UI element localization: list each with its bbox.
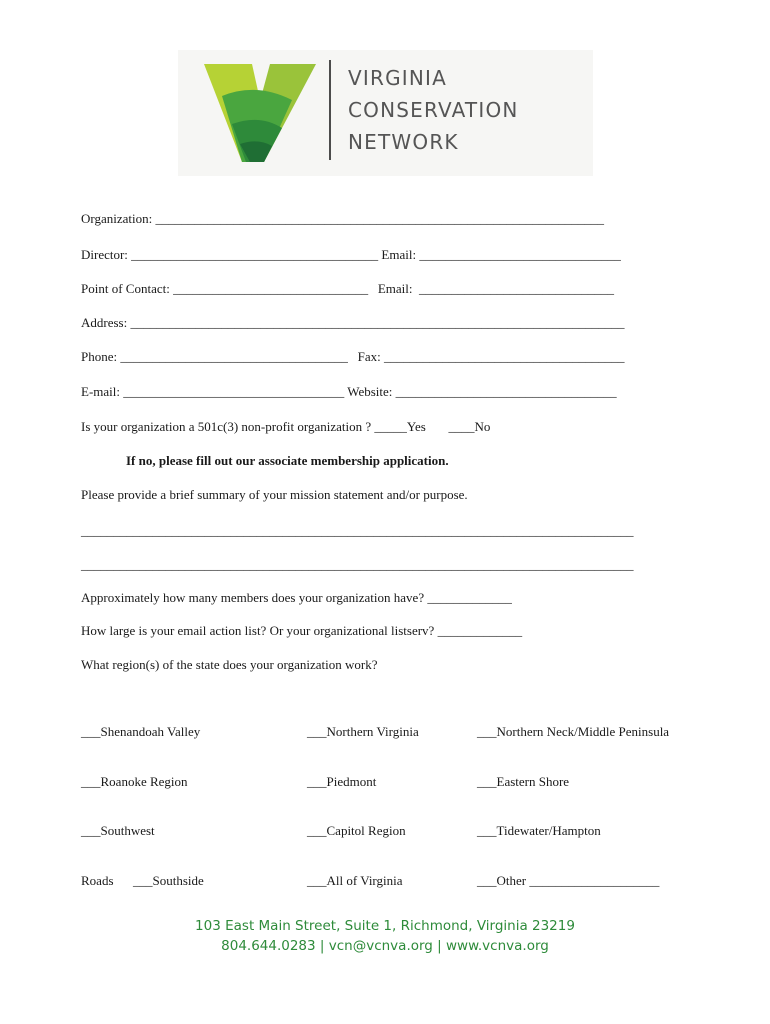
logo-wordmark — [348, 62, 519, 158]
email-website-field[interactable]: E-mail: __________________________________ Website: __________________________________ — [81, 384, 617, 399]
address-field[interactable]: Address: ____________________________________________________________________________ — [81, 315, 625, 330]
logo-line-virginia: VIRGINIA — [348, 66, 448, 90]
logo — [178, 50, 593, 176]
members-question[interactable]: Approximately how many members does your organization have? _____________ — [81, 590, 512, 605]
region-option[interactable]: ___Capitol Region — [307, 823, 406, 838]
region-option[interactable]: ___Northern Neck/Middle Peninsula — [477, 724, 670, 739]
regions-column-2 — [307, 691, 419, 906]
footer-address: 103 East Main Street, Suite 1, Richmond, Virginia 23219 — [195, 918, 575, 934]
email-list-question[interactable]: How large is your email action list? Or your organizational listserv? _____________ — [81, 623, 523, 638]
region-option[interactable]: ___Eastern Shore — [477, 773, 570, 789]
nonprofit-question[interactable]: Is your organization a 501c(3) non-profit organization ? _____Yes ____No — [81, 419, 491, 434]
phone-fax-field[interactable]: Phone: ___________________________________ Fax: _____________________________________ — [81, 349, 625, 364]
region-option[interactable]: ___Southwest — [81, 823, 155, 838]
region-option[interactable]: ___Roanoke Region — [81, 773, 188, 789]
organization-field[interactable]: Organization: _____________________________________________________________________ — [81, 211, 604, 226]
director-email-field[interactable]: Director: ______________________________________ Email: _______________________________ — [81, 247, 621, 262]
summary-prompt: Please provide a brief summary of your mission statement and/or purpose. — [81, 487, 468, 502]
logo-line-network: NETWORK — [348, 130, 459, 154]
associate-membership-note: If no, please fill out our associate membership application. — [126, 453, 449, 468]
region-option[interactable]: Roads ___Southside — [81, 872, 204, 888]
summary-blank-line-2[interactable]: _____________________________________________________________________________________ — [81, 557, 634, 572]
region-option[interactable]: ___All of Virginia — [307, 872, 403, 888]
point-of-contact-field[interactable]: Point of Contact: ______________________________ Email: ______________________________ — [81, 281, 614, 296]
region-option[interactable]: ___Northern Virginia — [307, 724, 419, 739]
region-option[interactable]: ___Shenandoah Valley — [81, 724, 201, 739]
regions-column-3 — [477, 691, 669, 906]
region-option[interactable]: ___Piedmont — [307, 773, 377, 789]
region-option[interactable]: ___Tidewater/Hampton — [477, 823, 601, 838]
logo-line-conservation: CONSERVATION — [348, 98, 519, 122]
footer-contact: 804.644.0283 | vcn@vcnva.org | www.vcnva.org — [221, 938, 549, 954]
logo-divider — [329, 60, 331, 160]
summary-blank-line-1[interactable]: _____________________________________________________________________________________ — [81, 523, 634, 538]
v-leaf-logo-icon — [202, 58, 318, 162]
regions-column-1 — [81, 691, 204, 906]
regions-prompt: What region(s) of the state does your organization work? — [81, 657, 378, 672]
region-option[interactable]: ___Other ____________________ — [477, 872, 660, 888]
